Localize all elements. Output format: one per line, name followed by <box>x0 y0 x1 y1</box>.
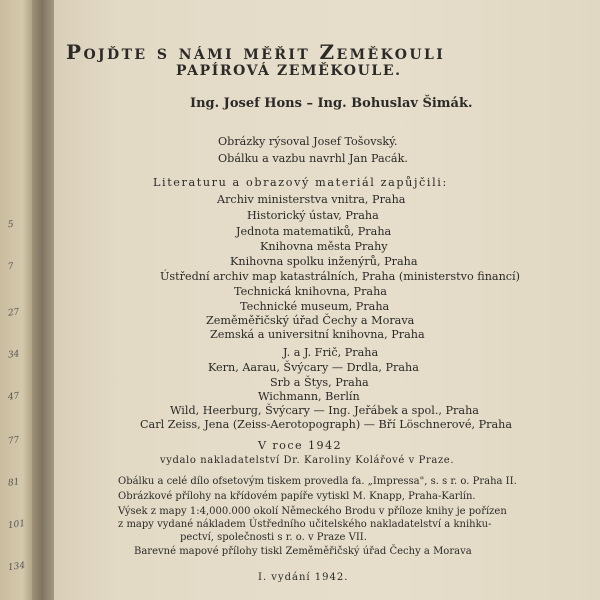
lender-item: Technická knihovna, Praha <box>234 285 387 298</box>
margin-number: 134 <box>7 560 26 574</box>
lender-item: Knihovna spolku inženýrů, Praha <box>230 255 418 268</box>
edition: I. vydání 1942. <box>258 572 349 583</box>
firm-item: Wichmann, Berlín <box>258 390 360 403</box>
margin-number: 81 <box>7 477 21 489</box>
firm-item: J. a J. Frič, Praha <box>283 346 379 359</box>
authors: Ing. Josef Hons – Ing. Bohuslav Šimák. <box>190 96 473 111</box>
publisher: vydalo nakladatelství Dr. Karoliny Kolářové v Praze. <box>160 455 455 466</box>
printing-note: z mapy vydané nákladem Ústředního učitelského nakladatelství a knihku- <box>118 519 492 530</box>
lender-item: Jednota matematiků, Praha <box>236 225 392 238</box>
page-title: Pojďte s námi měřit Zeměkouli <box>66 40 446 64</box>
margin-number: 101 <box>7 518 26 532</box>
book-gutter <box>32 0 54 600</box>
printing-note: Obrázkové přílohy na křídovém papíře vytiskl M. Knapp, Praha-Karlín. <box>118 491 476 502</box>
firm-item: Wild, Heerburg, Švýcary — Ing. Jeřábek a spol., Praha <box>170 404 479 417</box>
facing-page <box>0 0 32 600</box>
margin-number: 5 <box>7 219 15 231</box>
illustrations-credit: Obrázky rýsoval Josef Tošovský. <box>218 135 398 148</box>
printing-note: Obálku a celé dílo ofsetovým tiskem provedla fa. „Impressa", s. s r. o. Praha II. <box>118 476 517 487</box>
lender-item: Historický ústav, Praha <box>247 209 379 222</box>
lender-item: Zeměměřičský úřad Čechy a Morava <box>206 314 415 327</box>
firm-item: Carl Zeiss, Jena (Zeiss-Aerotopograph) — Bří Löschnerové, Praha <box>140 418 513 431</box>
margin-number: 27 <box>7 307 21 319</box>
printing-note: Barevné mapové přílohy tiskl Zeměměřičský úřad Čechy a Morava <box>134 546 472 557</box>
lenders-heading: Literaturu a obrazový materiál zapůjčili: <box>153 176 448 189</box>
lender-item: Technické museum, Praha <box>240 300 390 313</box>
lender-item: Ústřední archiv map katastrálních, Praha (ministerstvo financí) <box>160 270 521 283</box>
lender-item: Zemská a universitní knihovna, Praha <box>210 328 425 341</box>
margin-number: 7 <box>7 261 15 273</box>
firm-item: Kern, Aarau, Švýcary — Drdla, Praha <box>208 361 419 374</box>
lender-item: Knihovna města Prahy <box>260 240 388 253</box>
publication-year: V roce 1942 <box>258 439 343 452</box>
margin-number: 47 <box>7 391 21 403</box>
page-subtitle: PAPÍROVÁ ZEMĚKOULE. <box>176 63 402 79</box>
cover-credit: Obálku a vazbu navrhl Jan Pacák. <box>218 152 408 165</box>
printing-note: pectví, společnosti s r. o. v Praze VII. <box>180 532 367 543</box>
firm-item: Srb a Štys, Praha <box>270 376 369 389</box>
margin-number: 77 <box>7 435 21 447</box>
margin-number: 34 <box>7 349 21 361</box>
printing-note: Výsek z mapy 1:4,000.000 okolí Německého Brodu v příloze knihy je pořízen <box>118 506 507 517</box>
lender-item: Archiv ministerstva vnitra, Praha <box>217 193 406 206</box>
